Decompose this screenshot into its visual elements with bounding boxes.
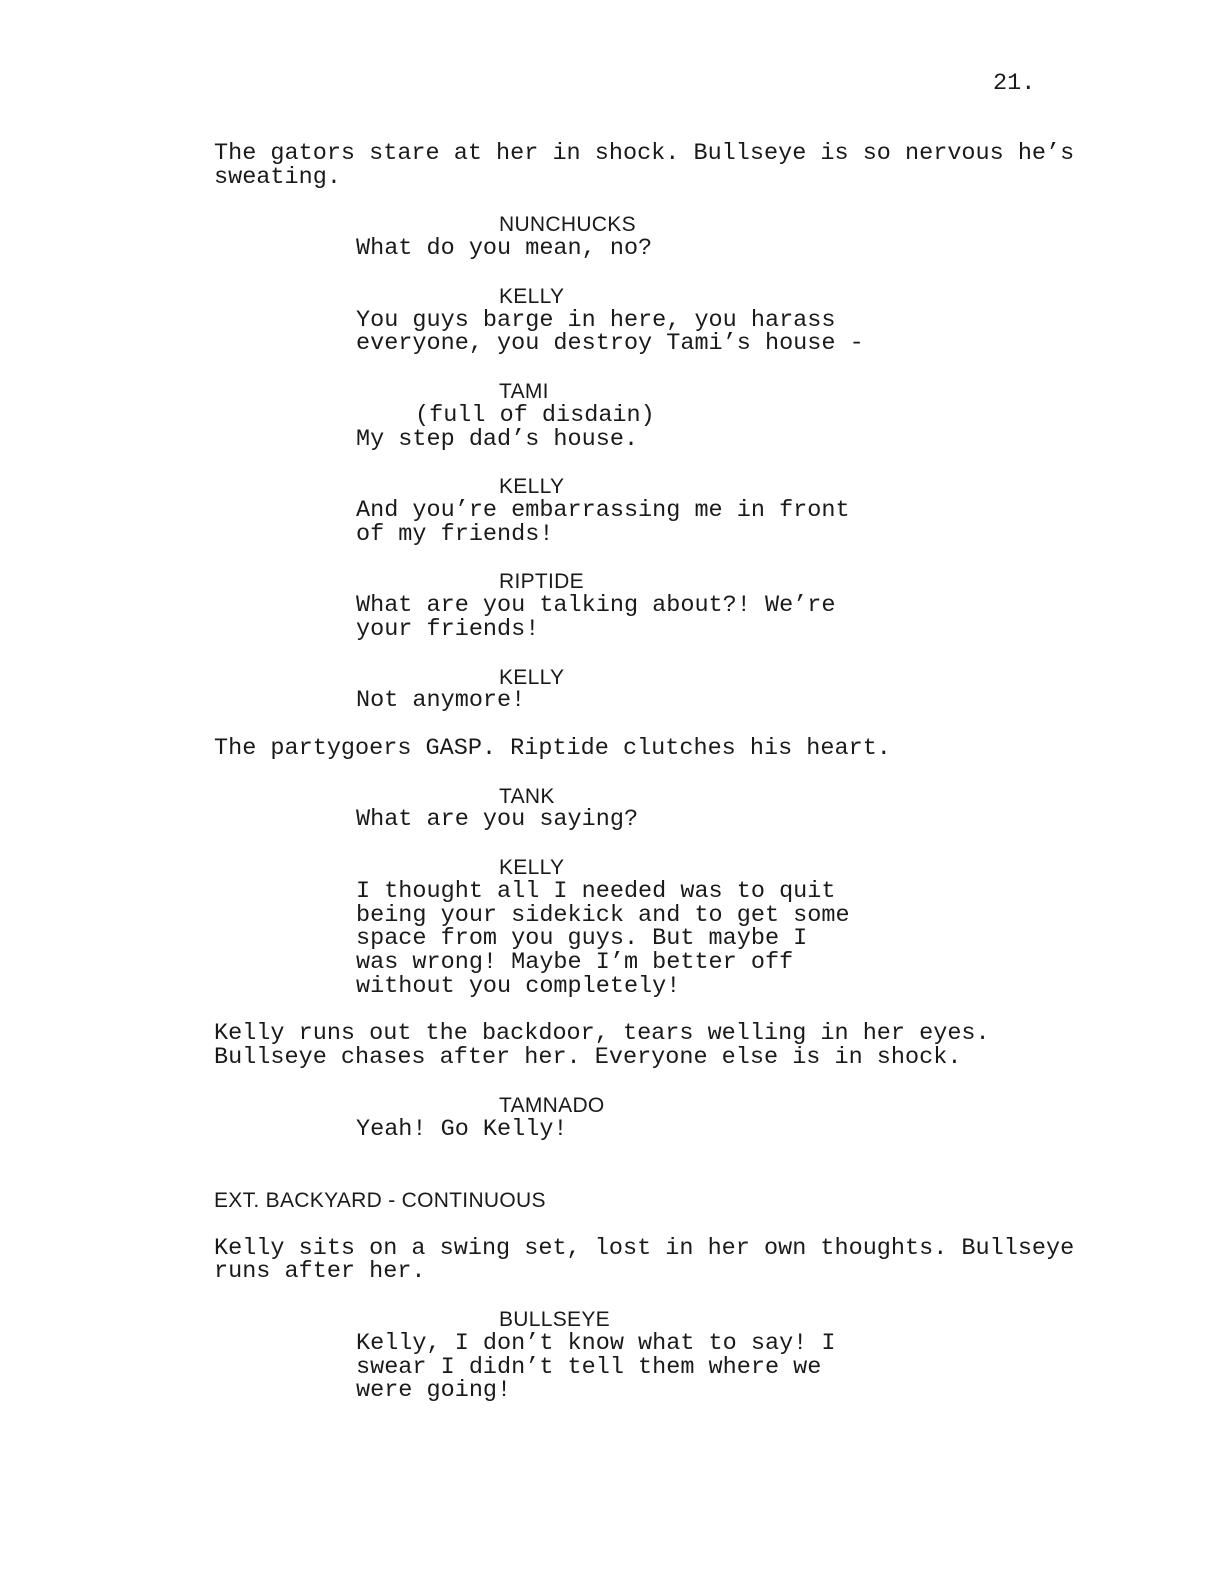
dialogue-text: Kelly, I don’t know what to say! I swear I didn’t tell them where we were going!	[356, 1329, 836, 1405]
character-name: TAMI	[499, 379, 549, 403]
character-name: KELLY	[499, 475, 565, 499]
action-line: The gators stare at her in shock. Bullseye is so nervous he’s sweating.	[214, 140, 1075, 191]
character-name: TAMNADO	[499, 1093, 605, 1117]
dialogue-block	[214, 666, 1094, 714]
dialogue-text: And you’re embarrassing me in front of my friends!	[356, 496, 850, 548]
dialogue-block	[214, 856, 1094, 999]
dialogue-block	[214, 475, 1094, 546]
character-name: RIPTIDE	[499, 570, 584, 594]
page-number: 21.	[993, 70, 1036, 97]
dialogue-block	[214, 1308, 1094, 1403]
dialogue-text: Yeah! Go Kelly!	[356, 1115, 568, 1143]
scene-heading: EXT. BACKYARD - CONTINUOUS	[214, 1189, 546, 1213]
dialogue-text: I thought all I needed was to quit being your sidekick and to get some space from you guys. But maybe I was wrong! Maybe I’m better off without you completely!	[356, 877, 850, 1000]
character-name: BULLSEYE	[499, 1308, 610, 1332]
character-name: TANK	[499, 784, 555, 808]
dialogue-text: Not anymore!	[356, 687, 526, 715]
dialogue-block	[214, 570, 1094, 641]
dialogue-block	[214, 213, 1094, 261]
character-name: NUNCHUCKS	[499, 213, 636, 237]
dialogue-text: What are you saying?	[356, 806, 639, 834]
parenthetical: (full of disdain)	[415, 401, 655, 429]
action-line: Kelly runs out the backdoor, tears welling in her eyes. Bullseye chases after her. Everyone else is in shock.	[214, 1020, 990, 1072]
dialogue-text: You guys barge in here, you harass everyone, you destroy Tami’s house -	[356, 306, 864, 358]
dialogue-block	[214, 1094, 1094, 1142]
character-name: KELLY	[499, 284, 565, 308]
dialogue-block	[214, 380, 1094, 451]
character-name: KELLY	[499, 855, 565, 879]
action-line: Kelly sits on a swing set, lost in her own thoughts. Bullseye runs after her.	[214, 1234, 1075, 1286]
screenplay-body	[214, 142, 1094, 1427]
dialogue-text: What do you mean, no?	[356, 235, 653, 263]
dialogue-text: My step dad’s house.	[356, 425, 639, 453]
action-line: The partygoers GASP. Riptide clutches his heart.	[214, 734, 891, 762]
dialogue-text: What are you talking about?! We’re your friends!	[356, 592, 836, 643]
character-name: KELLY	[499, 665, 565, 689]
dialogue-block	[214, 785, 1094, 833]
dialogue-block	[214, 285, 1094, 356]
